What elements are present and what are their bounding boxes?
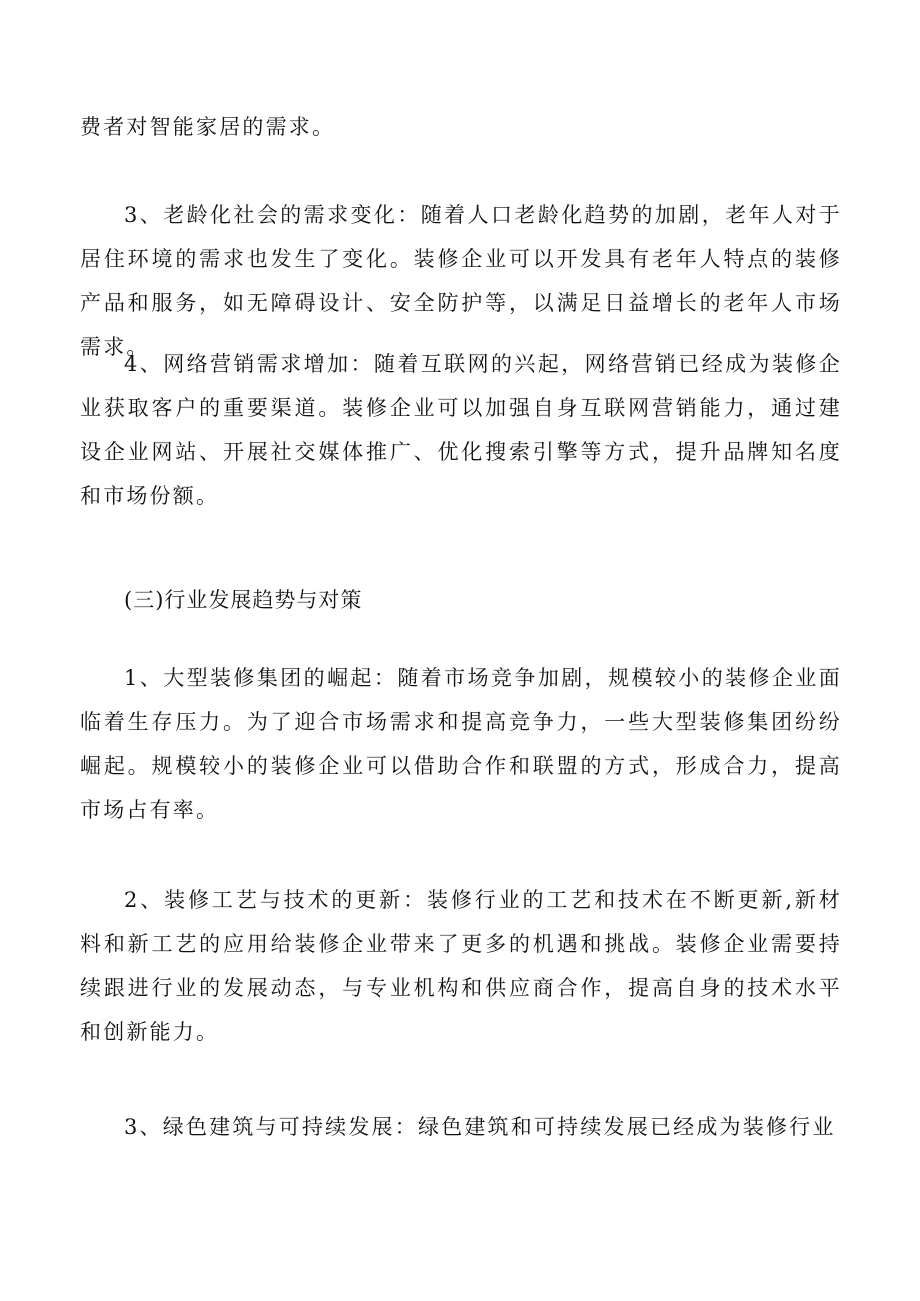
paragraph-continuation: 费者对智能家居的需求。 — [80, 115, 336, 139]
paragraph-green-building: 3、绿色建筑与可持续发展：绿色建筑和可持续发展已经成为装修行业 — [124, 1115, 836, 1139]
paragraph-craft-technology: 2、装修工艺与技术的更新：装修行业的工艺和技术在不断更新,新材料和新工艺的应用给装修企业带来了更多的机遇和挑战。装修企业需要持续跟进行业的发展动态，与专业机构和供应商合作，提高自身的技术水平和创新能力。 — [80, 888, 842, 1044]
section-heading: (三)行业发展趋势与对策 — [124, 588, 363, 612]
paragraph-large-groups: 1、大型装修集团的崛起：随着市场竞争加剧，规模较小的装修企业面临着生存压力。为了迎合市场需求和提高竞争力，一些大型装修集团纷纷崛起。规模较小的装修企业可以借助合作和联盟的方式，形成合力，提高市场占有率。 — [80, 666, 842, 822]
paragraph-online-marketing: 4、网络营销需求增加：随着互联网的兴起，网络营销已经成为装修企业获取客户的重要渠道。装修企业可以加强自身互联网营销能力，通过建设企业网站、开展社交媒体推广、优化搜索引擎等方式，提升品牌知名度和市场份额。 — [80, 352, 842, 508]
paragraph-aging-society: 3、老龄化社会的需求变化：随着人口老龄化趋势的加剧，老年人对于居住环境的需求也发生了变化。装修企业可以开发具有老年人特点的装修产品和服务，如无障碍设计、安全防护等，以满足日益增长的老年人市场需求。 — [80, 203, 842, 359]
